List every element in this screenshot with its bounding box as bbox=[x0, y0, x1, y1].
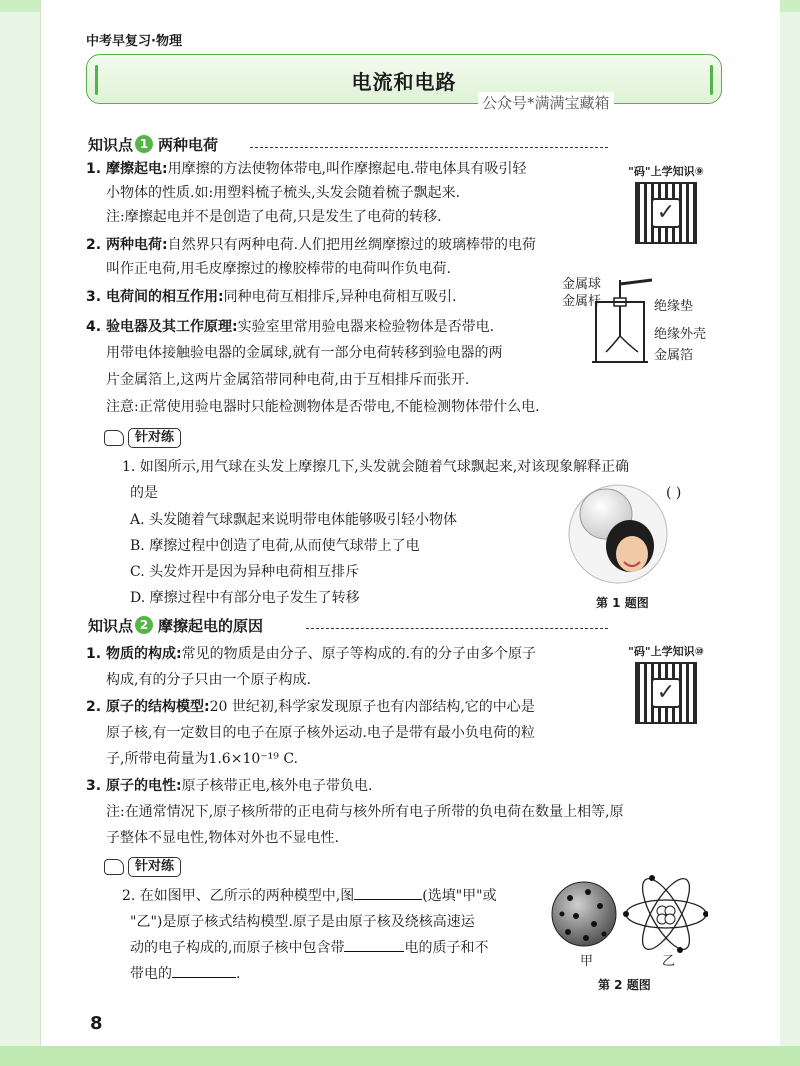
kp2-dashed-rule bbox=[306, 628, 608, 629]
item-4-line-2: 用带电体接触验电器的金属球,就有一部分电荷转移到验电器的两 bbox=[106, 345, 503, 361]
item-number: 2. bbox=[86, 699, 102, 715]
item-text: 实验室里常用验电器来检验物体是否带电. bbox=[237, 319, 495, 335]
qr-code-block-1[interactable] bbox=[626, 163, 706, 244]
nucleus bbox=[657, 906, 675, 924]
kp2-item-2-line-2: 原子核,有一定数目的电子在原子核外运动.电子是带有最小负电荷的粒 bbox=[106, 725, 535, 741]
question-1-stem-line-1: 1. 如图所示,用气球在头发上摩擦几下,头发就会随着气球飘起来,对该现象解释正确 bbox=[122, 459, 630, 475]
practice-heading-2 bbox=[104, 857, 181, 877]
item-2-line-1 bbox=[106, 233, 536, 257]
kp2-title: 摩擦起电的原因 bbox=[158, 616, 264, 635]
item-term: 原子的结构模型: bbox=[106, 699, 210, 715]
hand-icon bbox=[104, 430, 124, 446]
kp2-item-3-note-line-1: 注:在通常情况下,原子核所带的正电荷与核外所有电子所带的负电荷在数量上相等,原 bbox=[106, 804, 624, 820]
balloon-hair-photo bbox=[568, 484, 668, 584]
qr-code-block-2[interactable] bbox=[626, 643, 706, 724]
item-term: 物质的构成: bbox=[106, 646, 182, 662]
kp2-item-3-note-line-2: 子整体不显电性,物体对外也不显电性. bbox=[106, 830, 339, 846]
qr1-label: "码"上学知识⑨ bbox=[628, 165, 704, 178]
kp1-dashed-rule bbox=[250, 147, 608, 148]
blank-proton-charge[interactable] bbox=[344, 936, 404, 952]
item-1-line-1 bbox=[106, 157, 527, 181]
check-icon: ✓ bbox=[651, 198, 681, 228]
label-metal-rod: 金属杆 bbox=[562, 294, 602, 309]
bottom-edge-strip bbox=[0, 1046, 800, 1066]
page-title: 电流和电路 bbox=[351, 70, 457, 94]
q2-text: (选填"甲"或 bbox=[422, 888, 497, 904]
item-number: 3. bbox=[86, 289, 102, 305]
item-2-line-2: 叫作正电荷,用毛皮摩擦过的橡胶棒带的电荷叫作负电荷. bbox=[106, 261, 451, 277]
item-4-line-3: 片金属箔上,这两片金属箔带同种电荷,由于互相排斥而张开. bbox=[106, 372, 470, 388]
figure-1-caption: 第 1 题图 bbox=[596, 596, 649, 610]
item-number: 1. bbox=[86, 161, 102, 177]
practice-heading-1 bbox=[104, 428, 181, 448]
q2-text: 动的电子构成的,而原子核中包含带 bbox=[130, 940, 345, 956]
title-banner bbox=[86, 54, 722, 104]
label-metal-foil: 金属箔 bbox=[654, 348, 694, 363]
q2-text: 带电的 bbox=[130, 966, 172, 982]
item-text: 原子核带正电,核外电子带负电. bbox=[181, 778, 373, 794]
item-number: 4. bbox=[86, 319, 102, 335]
page-number: 8 bbox=[90, 1013, 103, 1034]
item-1-line-2: 小物体的性质.如:用塑料梳子梳头,头发会随着梳子飘起来. bbox=[106, 185, 461, 201]
question-2-line-1 bbox=[122, 884, 497, 908]
item-text: 同种电荷互相排斥,异种电荷相互吸引. bbox=[223, 289, 457, 305]
blank-model-answer[interactable] bbox=[354, 884, 422, 900]
question-1-stem-line-2: 的是 bbox=[130, 485, 158, 501]
item-text: 20 世纪初,科学家发现原子也有内部结构,它的中心是 bbox=[209, 699, 535, 715]
item-number: 1. bbox=[86, 646, 102, 662]
item-term: 验电器及其工作原理: bbox=[106, 319, 238, 335]
option-c[interactable]: C. 头发炸开是因为异种电荷相互排斥 bbox=[130, 564, 360, 580]
item-term: 摩擦起电: bbox=[106, 161, 168, 177]
label-model-a: 甲 bbox=[580, 954, 594, 969]
question-2-line-3 bbox=[130, 936, 488, 960]
item-4-line-1 bbox=[106, 315, 494, 339]
question-2-line-4 bbox=[130, 962, 240, 986]
item-term: 原子的电性: bbox=[106, 778, 182, 794]
check-icon: ✓ bbox=[651, 678, 681, 708]
item-text: 常见的物质是由分子、原子等构成的.有的分子由多个原子 bbox=[181, 646, 537, 662]
kp2-item-2-line-3: 子,所带电荷量为1.6×10⁻¹⁹ C. bbox=[106, 751, 298, 767]
blank-neutral-particle[interactable] bbox=[172, 962, 236, 978]
knowledge-point-1-heading bbox=[88, 132, 218, 156]
item-number: 3. bbox=[86, 778, 102, 794]
kp2-item-1-line-2: 构成,有的分子只由一个原子构成. bbox=[106, 672, 311, 688]
qr-code-1[interactable] bbox=[635, 182, 697, 244]
item-term: 电荷间的相互作用: bbox=[106, 289, 224, 305]
kp-prefix: 知识点 bbox=[88, 135, 134, 154]
item-number: 2. bbox=[86, 237, 102, 253]
label-insulated-shell: 绝缘外壳 bbox=[654, 327, 707, 342]
watermark-text: 公众号*满满宝藏箱 bbox=[478, 92, 614, 113]
knowledge-point-2-heading bbox=[88, 613, 263, 637]
label-metal-ball: 金属球 bbox=[562, 277, 602, 292]
option-b[interactable]: B. 摩擦过程中创造了电荷,从而使气球带上了电 bbox=[130, 538, 420, 554]
item-4-note: 注意:正常使用验电器时只能检测物体是否带电,不能检测物体带什么电. bbox=[106, 399, 540, 415]
qr2-label: "码"上学知识⑩ bbox=[628, 645, 704, 658]
option-a[interactable]: A. 头发随着气球飘起来说明带电体能够吸引轻小物体 bbox=[130, 512, 458, 528]
label-insulator: 绝缘垫 bbox=[654, 299, 694, 314]
electroscope-foil bbox=[606, 336, 638, 352]
hand-icon bbox=[104, 859, 124, 875]
electroscope-top-rod bbox=[620, 280, 652, 284]
kp2-item-2-line-1 bbox=[106, 695, 535, 719]
item-1-note: 注:摩擦起电并不是创造了电荷,只是发生了电荷的转移. bbox=[106, 209, 442, 225]
q2-text: 2. 在如图甲、乙所示的两种模型中,图 bbox=[122, 888, 355, 904]
item-text: 用摩擦的方法使物体带电,叫作摩擦起电.带电体具有吸引轻 bbox=[167, 161, 527, 177]
qr-code-2[interactable] bbox=[635, 662, 697, 724]
figure-2-caption: 第 2 题图 bbox=[598, 978, 651, 992]
kp2-number-badge: 2 bbox=[135, 616, 153, 634]
answer-parenthesis[interactable]: ( ) bbox=[666, 485, 682, 501]
item-3-line-1 bbox=[106, 285, 457, 309]
kp1-title: 两种电荷 bbox=[158, 135, 219, 154]
atomic-models-diagram bbox=[548, 868, 708, 968]
label-model-b: 乙 bbox=[662, 954, 676, 969]
q2-text: 电的质子和不 bbox=[404, 940, 489, 956]
practice-label: 针对练 bbox=[128, 428, 181, 448]
kp1-number-badge: 1 bbox=[135, 135, 153, 153]
item-term: 两种电荷: bbox=[106, 237, 168, 253]
option-d[interactable]: D. 摩擦过程中有部分电子发生了转移 bbox=[130, 590, 360, 606]
practice-label: 针对练 bbox=[128, 857, 181, 877]
kp-prefix: 知识点 bbox=[88, 616, 134, 635]
kp2-item-1-line-1 bbox=[106, 642, 536, 666]
book-title: 中考早复习·物理 bbox=[86, 34, 182, 49]
kp2-item-3-line-1 bbox=[106, 774, 373, 798]
question-2-line-2: "乙")是原子核式结构模型.原子是由原子核及绕核高速运 bbox=[130, 914, 475, 930]
item-text: 自然界只有两种电荷.人们把用丝绸摩擦过的玻璃棒带的电荷 bbox=[167, 237, 537, 253]
q2-text: . bbox=[236, 966, 241, 982]
